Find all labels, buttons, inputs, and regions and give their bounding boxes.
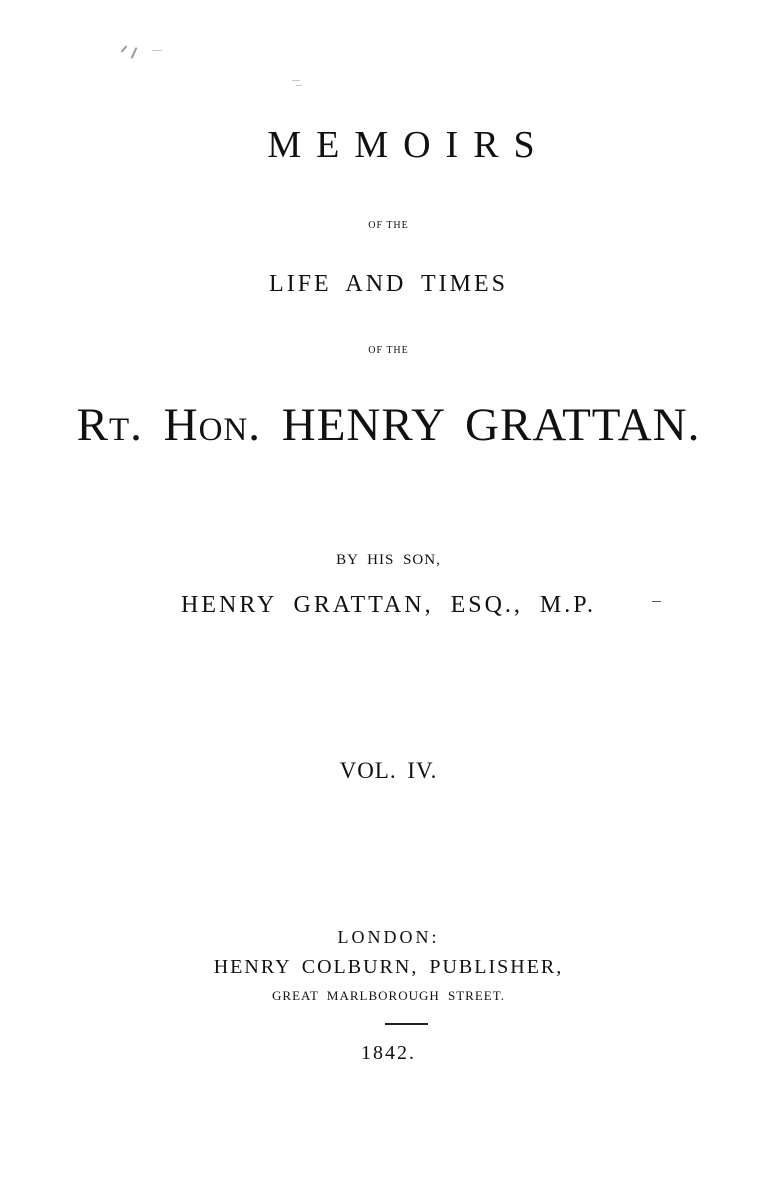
subject-name: HENRY GRATTAN. [281,399,701,451]
by-line: BY HIS SON, [336,552,441,568]
scan-smudge [152,50,162,51]
scan-smudge [131,47,138,59]
imprint-address: GREAT MARLBOROUGH STREET. [272,988,505,1003]
imprint-publisher: HENRY COLBURN, PUBLISHER, [213,956,564,978]
scan-smudge [292,80,300,81]
subject-heading [0,399,777,451]
scan-smudge [296,85,302,86]
connector-of-the-1: OF THE [368,220,409,231]
subject-honorific: Rt. Hon. [76,399,261,451]
connector-of-the-2: OF THE [368,345,409,356]
subtitle: LIFE AND TIMES [269,271,508,297]
imprint-rule [385,1023,428,1025]
volume-number: VOL. IV. [339,758,438,783]
author-name: HENRY GRATTAN, ESQ., M.P. [181,592,596,618]
imprint-year: 1842. [361,1042,416,1064]
imprint-city: LONDON: [337,927,440,947]
main-title: MEMOIRS [267,124,550,166]
margin-mark [652,601,661,602]
scan-smudge [121,45,128,52]
